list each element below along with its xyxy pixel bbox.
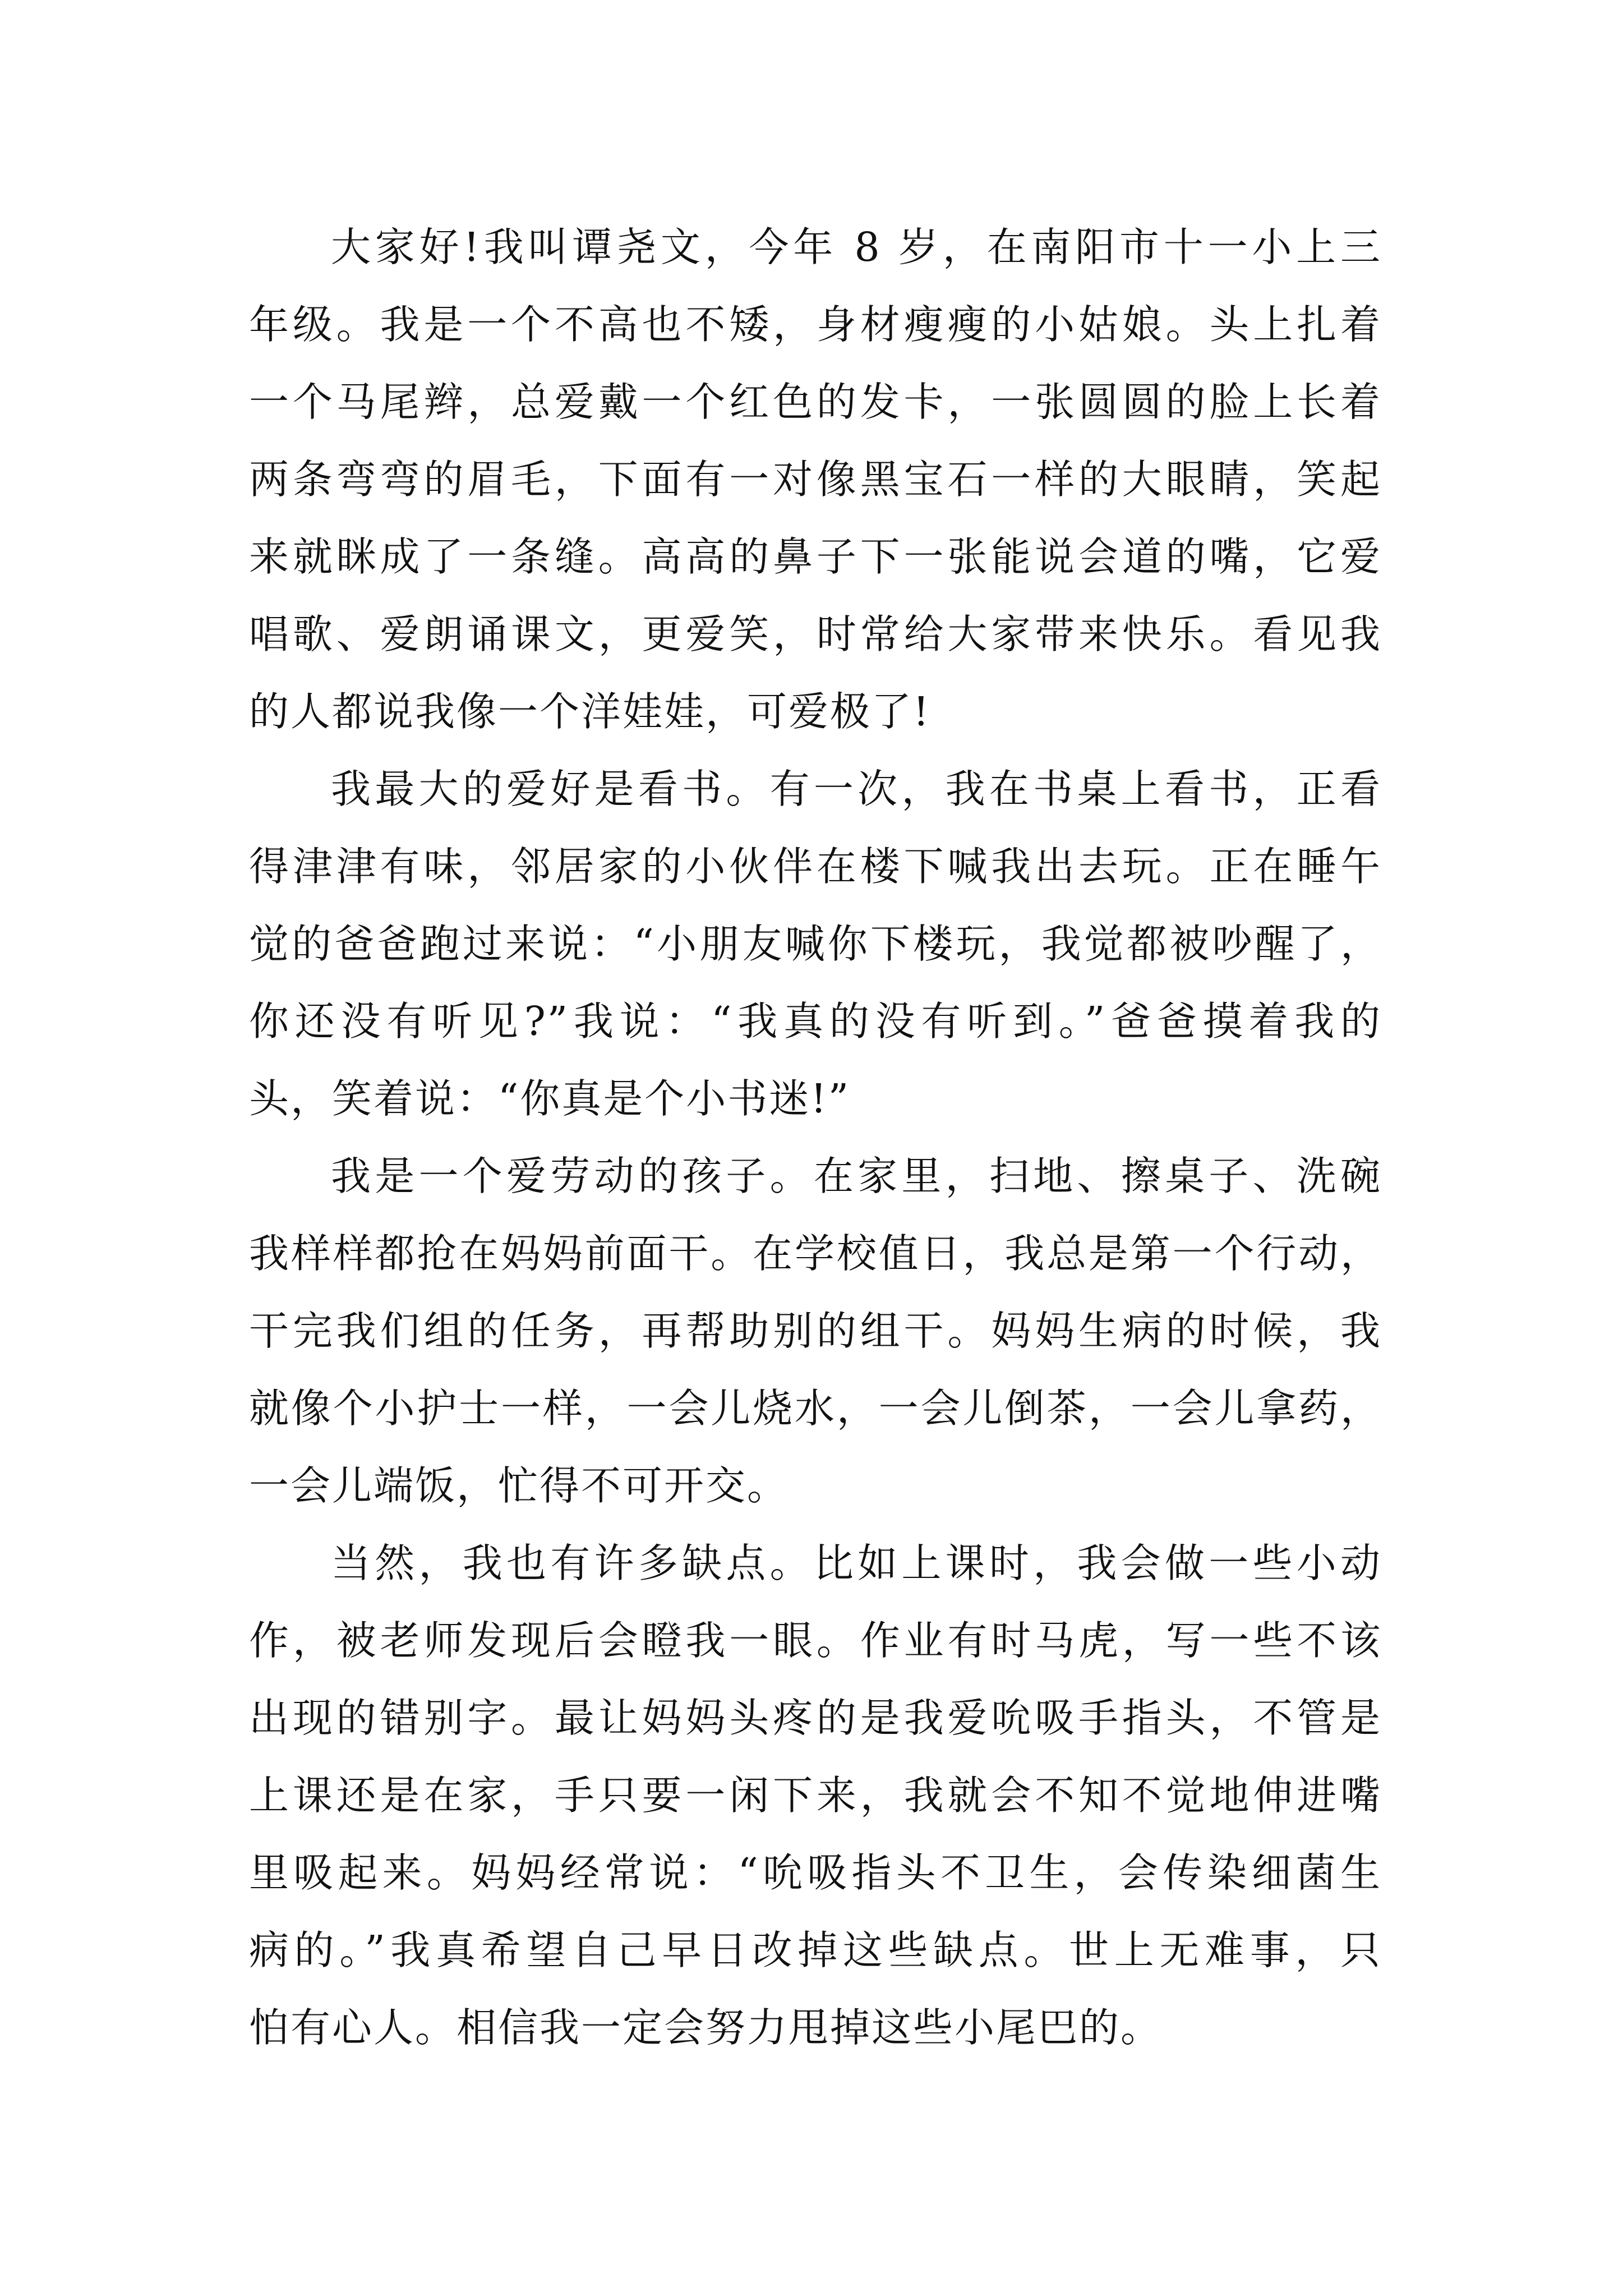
text-line: 一会儿端饭，忙得不可开交。 — [249, 1462, 789, 1509]
text-line: 当然，我也有许多缺点。比如上课时，我会做一些小动 — [331, 1540, 1382, 1586]
text-line: 年级。我是一个不高也不矮，身材瘦瘦的小姑娘。头上扎着 — [249, 301, 1382, 348]
text-line: 出现的错别字。最让妈妈头疼的是我爱吮吸手指头，不管是 — [249, 1695, 1382, 1741]
paragraph — [249, 1138, 1382, 1525]
text-line: 你还没有听见?”我说：“我真的没有听到。”爸爸摸着我的 — [249, 998, 1382, 1045]
text-line: 病的。”我真希望自己早日改掉这些缺点。世上无难事，只 — [249, 1927, 1382, 1973]
text-line: 唱歌、爱朗诵课文，更爱笑，时常给大家带来快乐。看见我 — [249, 611, 1382, 657]
text-line: 我是一个爱劳动的孩子。在家里，扫地、擦桌子、洗碗 — [331, 1153, 1382, 1199]
text-line: 头，笑着说：“你真是个小书迷!” — [249, 1075, 851, 1122]
text-line: 两条弯弯的眉毛，下面有一对像黑宝石一样的大眼睛，笑起 — [249, 456, 1382, 503]
text-line: 觉的爸爸跑过来说：“小朋友喊你下楼玩，我觉都被吵醒了， — [249, 921, 1382, 967]
document-body — [249, 209, 1382, 2067]
text-line: 来就眯成了一条缝。高高的鼻子下一张能说会道的嘴，它爱 — [249, 533, 1382, 580]
text-line: 干完我们组的任务，再帮助别的组干。妈妈生病的时候，我 — [249, 1308, 1382, 1354]
text-line: 怕有心人。相信我一定会努力甩掉这些小尾巴的。 — [249, 2004, 1163, 2051]
text-line: 的人都说我像一个洋娃娃，可爱极了! — [249, 688, 931, 735]
text-line: 一个马尾辫，总爱戴一个红色的发卡，一张圆圆的脸上长着 — [249, 379, 1382, 425]
paragraph — [249, 751, 1382, 1138]
text-line: 我样样都抢在妈妈前面干。在学校值日，我总是第一个行动， — [249, 1230, 1382, 1277]
text-line: 大家好!我叫谭尧文，今年 8 岁，在南阳市十一小上三 — [331, 224, 1382, 270]
paragraph — [249, 1525, 1382, 2067]
text-line: 我最大的爱好是看书。有一次，我在书桌上看书，正看 — [331, 766, 1382, 812]
text-line: 作，被老师发现后会瞪我一眼。作业有时马虎，写一些不该 — [249, 1617, 1382, 1664]
paragraph — [249, 209, 1382, 751]
text-line: 里吸起来。妈妈经常说：“吮吸指头不卫生，会传染细菌生 — [249, 1849, 1382, 1896]
text-line: 上课还是在家，手只要一闲下来，我就会不知不觉地伸进嘴 — [249, 1772, 1382, 1819]
text-line: 就像个小护士一样，一会儿烧水，一会儿倒茶，一会儿拿药， — [249, 1385, 1382, 1432]
text-line: 得津津有味，邻居家的小伙伴在楼下喊我出去玩。正在睡午 — [249, 843, 1382, 890]
